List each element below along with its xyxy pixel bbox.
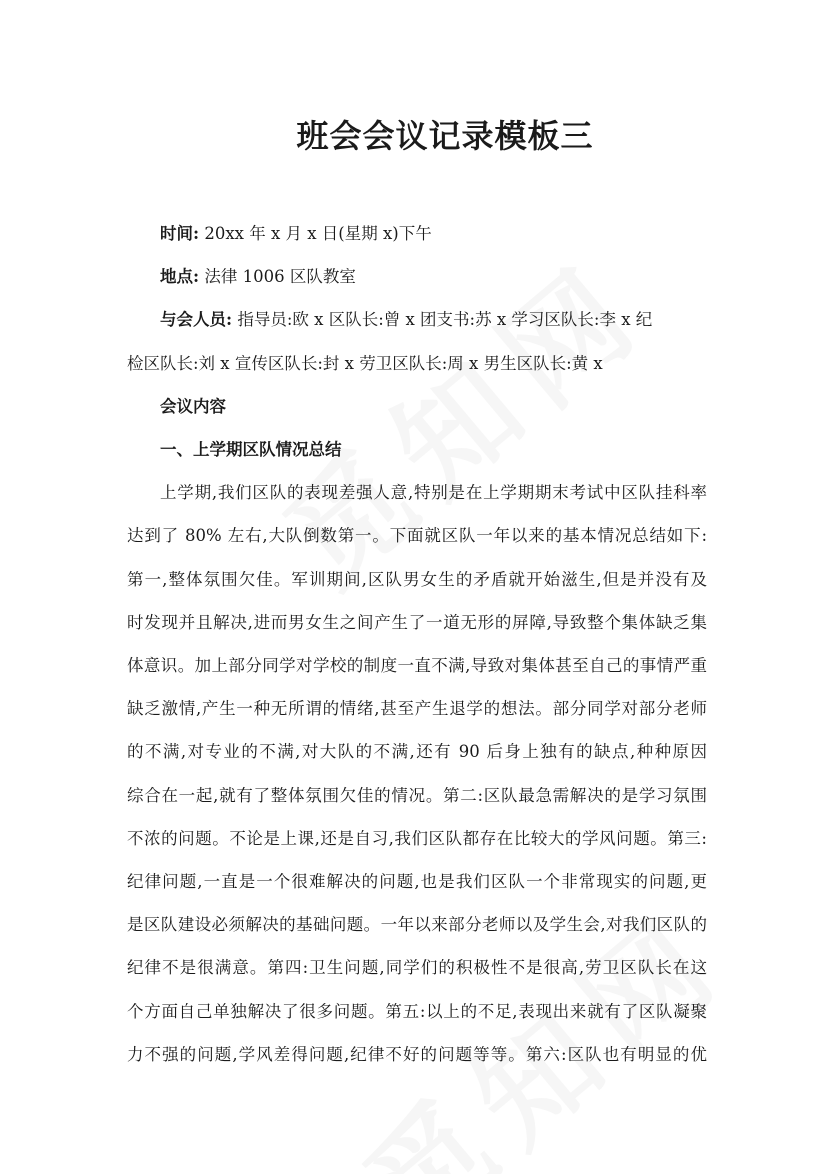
attendees-line-2: 检区队长:刘 x 宣传区队长:封 x 劳卫区队长:周 x 男生区队长:黄 x xyxy=(127,353,603,373)
paragraph-line: 达到了 80% 左右,大队倒数第一。下面就区队一年以来的基本情况总结如下: xyxy=(127,526,707,546)
attendees-label: 与会人员: xyxy=(160,310,233,330)
document-title: 班会会议记录模板三 xyxy=(296,117,594,155)
paragraph-line: 不浓的问题。不论是上课,还是自习,我们区队都存在比较大的学风问题。第三: xyxy=(127,828,707,848)
paragraph-line: 个方面自己单独解决了很多问题。第五:以上的不足,表现出来就有了区队凝聚 xyxy=(127,1001,707,1021)
paragraph-line: 上学期,我们区队的表现差强人意,特别是在上学期期末考试中区队挂科率 xyxy=(160,483,707,503)
paragraph-line: 纪律不是很满意。第四:卫生问题,同学们的积极性不是很高,劳卫区队长在这 xyxy=(127,958,707,978)
meeting-place xyxy=(127,255,707,298)
paragraph-line: 第一,整体氛围欠佳。军训期间,区队男女生的矛盾就开始滋生,但是并没有及 xyxy=(127,569,707,589)
place-value: 法律 1006 区队教室 xyxy=(204,267,356,287)
time-label: 时间: xyxy=(160,224,200,243)
paragraph-line: 的不满,对专业的不满,对大队的不满,还有 90 后身上独有的缺点,种种原因 xyxy=(127,742,707,762)
summary-paragraph xyxy=(127,471,707,1076)
meeting-time xyxy=(127,212,707,255)
paragraph-line: 力不强的问题,学风差得问题,纪律不好的问题等等。第六:区队也有明显的优 xyxy=(127,1044,707,1064)
paragraph-line: 体意识。加上部分同学对学校的制度一直不满,导致对集体甚至自己的事情严重 xyxy=(127,656,707,676)
subsection-heading: 一、上学期区队情况总结 xyxy=(160,440,342,460)
paragraph-line: 综合在一起,就有了整体氛围欠佳的情况。第二:区队最急需解决的是学习氛围 xyxy=(127,785,707,805)
section-heading: 会议内容 xyxy=(160,396,226,416)
place-label: 地点: xyxy=(160,267,200,287)
paragraph-line: 是区队建设必须解决的基础问题。一年以来部分老师以及学生会,对我们区队的 xyxy=(127,915,707,935)
paragraph-line: 缺乏激情,产生一种无所谓的情绪,甚至产生退学的想法。部分同学对部分老师 xyxy=(127,699,707,719)
paragraph-line: 时发现并且解决,进而男女生之间产生了一道无形的屏障,导致整个集体缺乏集 xyxy=(127,612,707,632)
paragraph-line: 纪律问题,一直是一个很难解决的问题,也是我们区队一个非常现实的问题,更 xyxy=(127,872,707,892)
attendees-line-1 xyxy=(127,298,707,341)
document-body xyxy=(127,212,707,1076)
attendees-value-1: 指导员:欧 x 区队长:曾 x 团支书:苏 x 学习区队长:李 x 纪 xyxy=(237,310,653,330)
time-value: 20xx 年 x 月 x 日(星期 x)下午 xyxy=(204,224,432,243)
